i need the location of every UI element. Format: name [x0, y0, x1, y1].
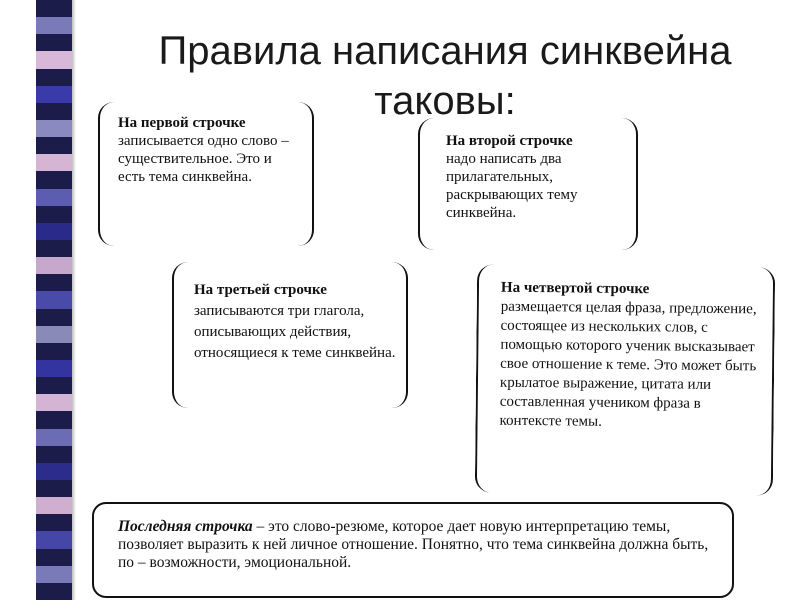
rule-box-heading: Последняя строчка [118, 518, 253, 535]
stripe-segment [36, 514, 72, 531]
stripe-segment [36, 34, 72, 51]
stripe-segment [36, 463, 72, 480]
decorative-stripe-strip [36, 0, 72, 600]
slide-title: Правила написания синквейна таковы: [158, 29, 732, 123]
stripe-segment [36, 51, 72, 68]
rule-box-heading: На второй строчке [446, 133, 573, 149]
stripe-segment [36, 377, 72, 394]
stripe-segment [36, 360, 72, 377]
rule-box-fourth-line [475, 264, 775, 495]
stripe-segment [36, 411, 72, 428]
rule-box-heading: На четвертой строчке [500, 279, 650, 298]
rule-box-text: надо написать два прилагательных, раскрывающих тему синквейна. [446, 151, 578, 221]
rule-box-heading: На третьей строчке [194, 282, 327, 298]
stripe-segment [36, 137, 72, 154]
stripe-segment [36, 549, 72, 566]
stripe-segment [36, 189, 72, 206]
rule-box-heading: На первой строчке [118, 115, 246, 131]
stripe-segment [36, 17, 72, 34]
stripe-segment [36, 257, 72, 274]
stripe-segment [36, 0, 72, 17]
stripe-segment [36, 171, 72, 188]
stripe-segment [36, 583, 72, 600]
stripe-segment [36, 291, 72, 308]
rule-box-second-line [418, 118, 638, 250]
stripe-segment [36, 531, 72, 548]
stripe-segment [36, 394, 72, 411]
stripe-segment [36, 429, 72, 446]
rule-box-last-line [92, 502, 734, 598]
stripe-segment [36, 223, 72, 240]
rule-box-first-line [98, 102, 314, 246]
rule-box-third-line [172, 262, 408, 408]
stripe-segment [36, 206, 72, 223]
stripe-segment [36, 69, 72, 86]
stripe-segment [36, 343, 72, 360]
stripe-segment [36, 154, 72, 171]
rule-box-text: записывается одно слово – существительное. Это и есть тема синквейна. [118, 133, 289, 185]
rule-box-text: – это слово-резюме, которое дает новую интерпретацию темы, позволяет выразить к ней личное отношение. Понятно, что тема синквейна должна быть, по – возможности, эмоциональной. [118, 518, 709, 571]
rule-box-text: размещается целая фраза, предложение, состоящее из нескольких слов, с помощью которого ученик высказывает свое отношение к теме. Это может быть крылатое выражение, цитата или составленная учеником фраза в контексте темы. [499, 298, 757, 430]
stripe-segment [36, 240, 72, 257]
rule-box-text: записываются три глагола, описывающих действия, относящиеся к теме синквейна. [194, 303, 396, 361]
stripe-shadow [72, 0, 76, 600]
stripe-segment [36, 120, 72, 137]
stripe-segment [36, 326, 72, 343]
stripe-segment [36, 309, 72, 326]
stripe-segment [36, 86, 72, 103]
stripe-segment [36, 480, 72, 497]
stripe-segment [36, 103, 72, 120]
stripe-segment [36, 566, 72, 583]
stripe-segment [36, 446, 72, 463]
stripe-segment [36, 274, 72, 291]
stripe-segment [36, 497, 72, 514]
